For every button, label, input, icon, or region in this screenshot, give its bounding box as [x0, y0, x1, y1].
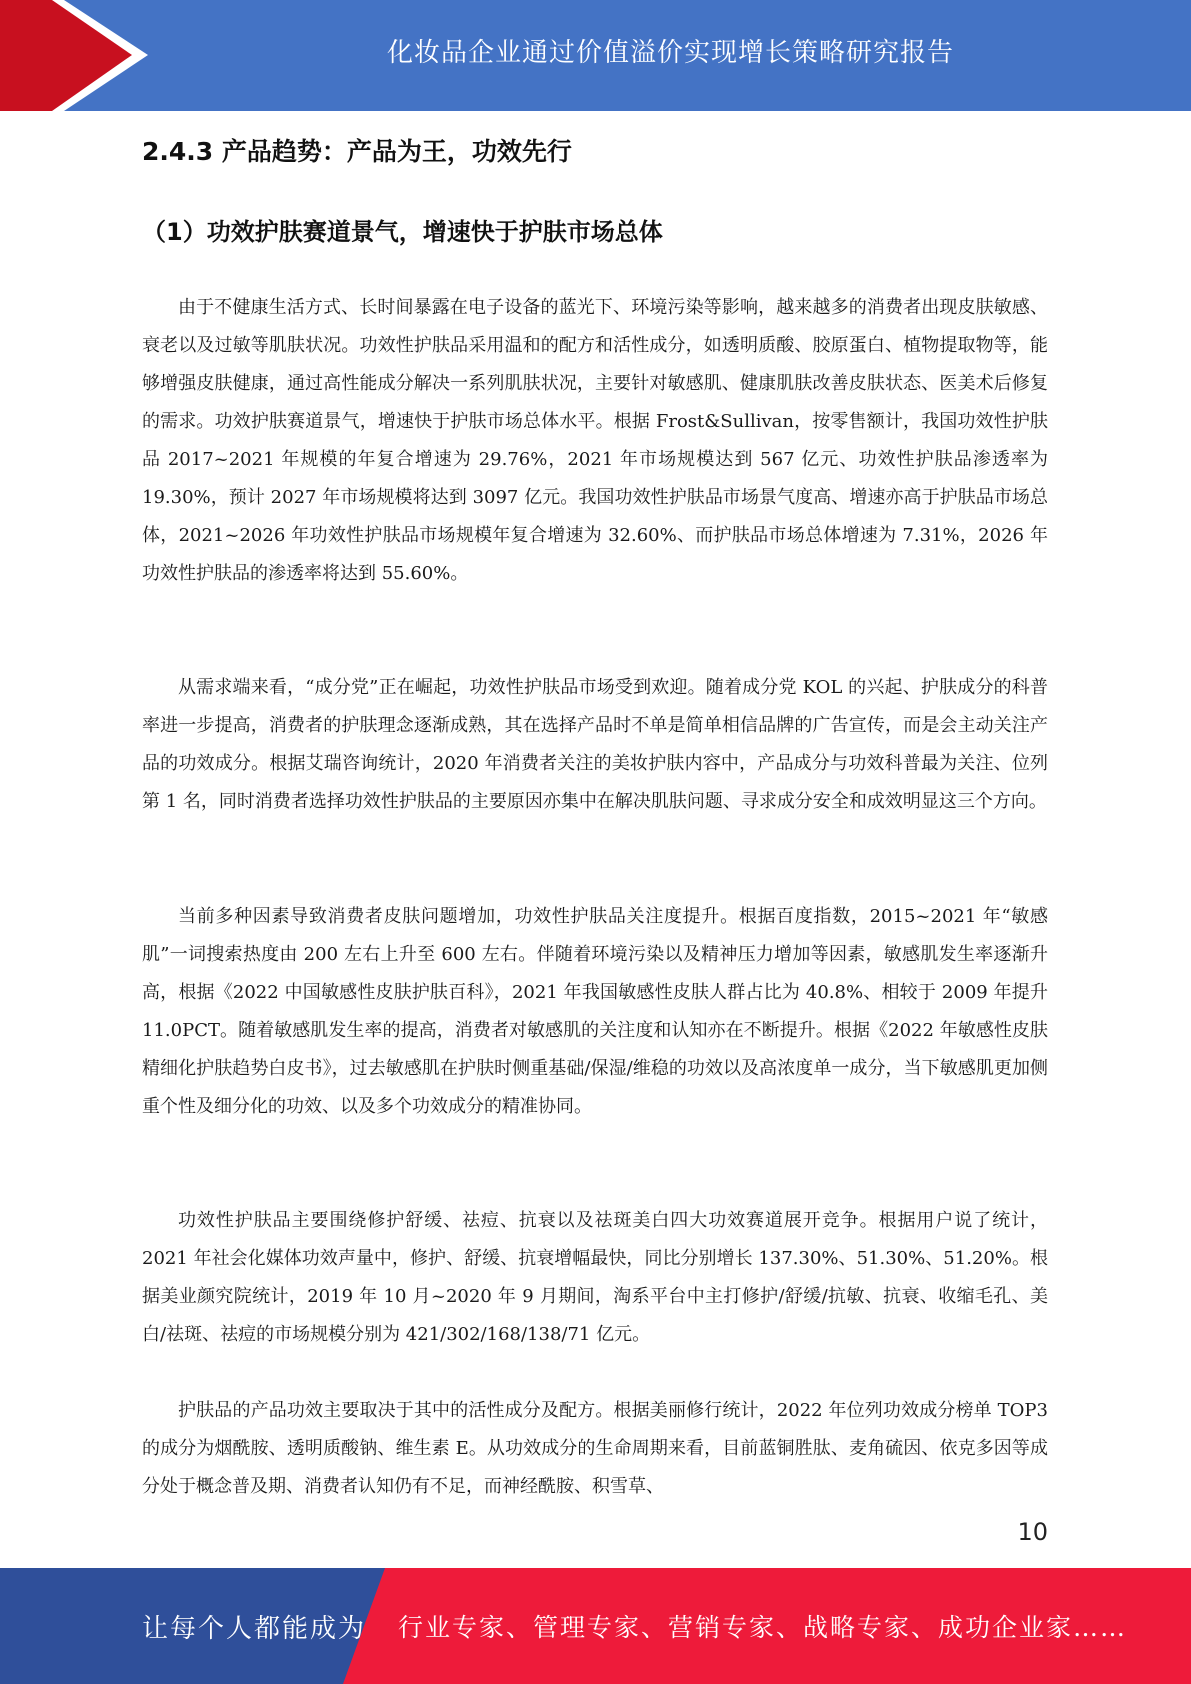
footer-slogan-right: 行业专家、管理专家、营销专家、战略专家、成功企业家…… [398, 1613, 1128, 1642]
footer-banner [0, 1568, 1191, 1684]
report-title: 化妆品企业通过价值溢价实现增长策略研究报告 [386, 37, 954, 68]
paragraph-text: 从需求端来看，“成分党”正在崛起，功效性护肤品市场受到欢迎。随着成分党 KOL 的兴起、护肤成分的科普率进一步提高，消费者的护肤理念逐渐成熟，其在选择产品时不单是简单相信品牌的广告宣传，而是会主动关注产品的功效成分。根据艾瑞咨询统计，2020 年消费者关注的美妆护肤内容中，产品成分与功效科普最为关注、位列第 1 名，同时消费者选择功效性护肤品的主要原因亦集中在解决肌肤问题、寻求成分安全和成效明显这三个方向。 [142, 677, 1048, 812]
header-chevron-decoration [0, 0, 160, 111]
subsection-heading: （1）功效护肤赛道景气，增速快于护肤市场总体 [142, 218, 663, 246]
paragraph-1 [142, 289, 1048, 593]
header-banner [0, 0, 1191, 111]
footer-slogan-left: 让每个人都能成为 [142, 1613, 367, 1644]
paragraph-text: 护肤品的产品功效主要取决于其中的活性成分及配方。根据美丽修行统计，2022 年位列功效成分榜单 TOP3 的成分为烟酰胺、透明质酸钠、维生素 E。从功效成分的生命周期来看，目前蓝铜胜肽、麦角硫因、依克多因等成分处于概念普及期、消费者认知仍有不足，而神经酰胺、积雪草、 [142, 1400, 1048, 1497]
paragraph-3 [142, 898, 1048, 1126]
paragraph-text: 功效性护肤品主要围绕修护舒缓、祛痘、抗衰以及祛斑美白四大功效赛道展开竞争。根据用户说了统计，2021 年社会化媒体功效声量中，修护、舒缓、抗衰增幅最快，同比分别增长 137.30%、51.30%、51.20%。根据美业颜究院统计，2019 年 10 月~2020 年 9 月期间，淘系平台中主打修护/舒缓/抗敏、抗衰、收缩毛孔、美白/祛斑、祛痘的市场规模分别为 421/302/168/138/71 亿元。 [142, 1210, 1048, 1345]
paragraph-text: 当前多种因素导致消费者皮肤问题增加，功效性护肤品关注度提升。根据百度指数，2015~2021 年“敏感肌”一词搜索热度由 200 左右上升至 600 左右。伴随着环境污染以及精神压力增加等因素，敏感肌发生率逐渐升高，根据《2022 中国敏感性皮肤护肤百科》，2021 年我国敏感性皮肤人群占比为 40.8%、相较于 2009 年提升 11.0PCT。随着敏感肌发生率的提高，消费者对敏感肌的关注度和认知亦在不断提升。根据《2022 年敏感性皮肤精细化护肤趋势白皮书》，过去敏感肌在护肤时侧重基础/保湿/维稳的功效以及高浓度单一成分，当下敏感肌更加侧重个性及细分化的功效、以及多个功效成分的精准协同。 [142, 906, 1048, 1117]
section-heading: 2.4.3 产品趋势：产品为王，功效先行 [142, 137, 572, 166]
page-number: 10 [1017, 1518, 1048, 1546]
paragraph-4 [142, 1202, 1048, 1354]
paragraph-text: 由于不健康生活方式、长时间暴露在电子设备的蓝光下、环境污染等影响，越来越多的消费者出现皮肤敏感、衰老以及过敏等肌肤状况。功效性护肤品采用温和的配方和活性成分，如透明质酸、胶原蛋白、植物提取物等，能够增强皮肤健康，通过高性能成分解决一系列肌肤状况，主要针对敏感肌、健康肌肤改善皮肤状态、医美术后修复的需求。功效护肤赛道景气，增速快于护肤市场总体水平。根据 Frost&Sullivan，按零售额计，我国功效性护肤品 2017~2021 年规模的年复合增速为 29.76%，2021 年市场规模达到 567 亿元、功效性护肤品渗透率为 19.30%，预计 2027 年市场规模将达到 3097 亿元。我国功效性护肤品市场景气度高、增速亦高于护肤品市场总体，2021~2026 年功效性护肤品市场规模年复合增速为 32.60%、而护肤品市场总体增速为 7.31%，2026 年功效性护肤品的渗透率将达到 55.60%。 [142, 297, 1048, 584]
paragraph-2 [142, 669, 1048, 821]
paragraph-5 [142, 1392, 1048, 1506]
